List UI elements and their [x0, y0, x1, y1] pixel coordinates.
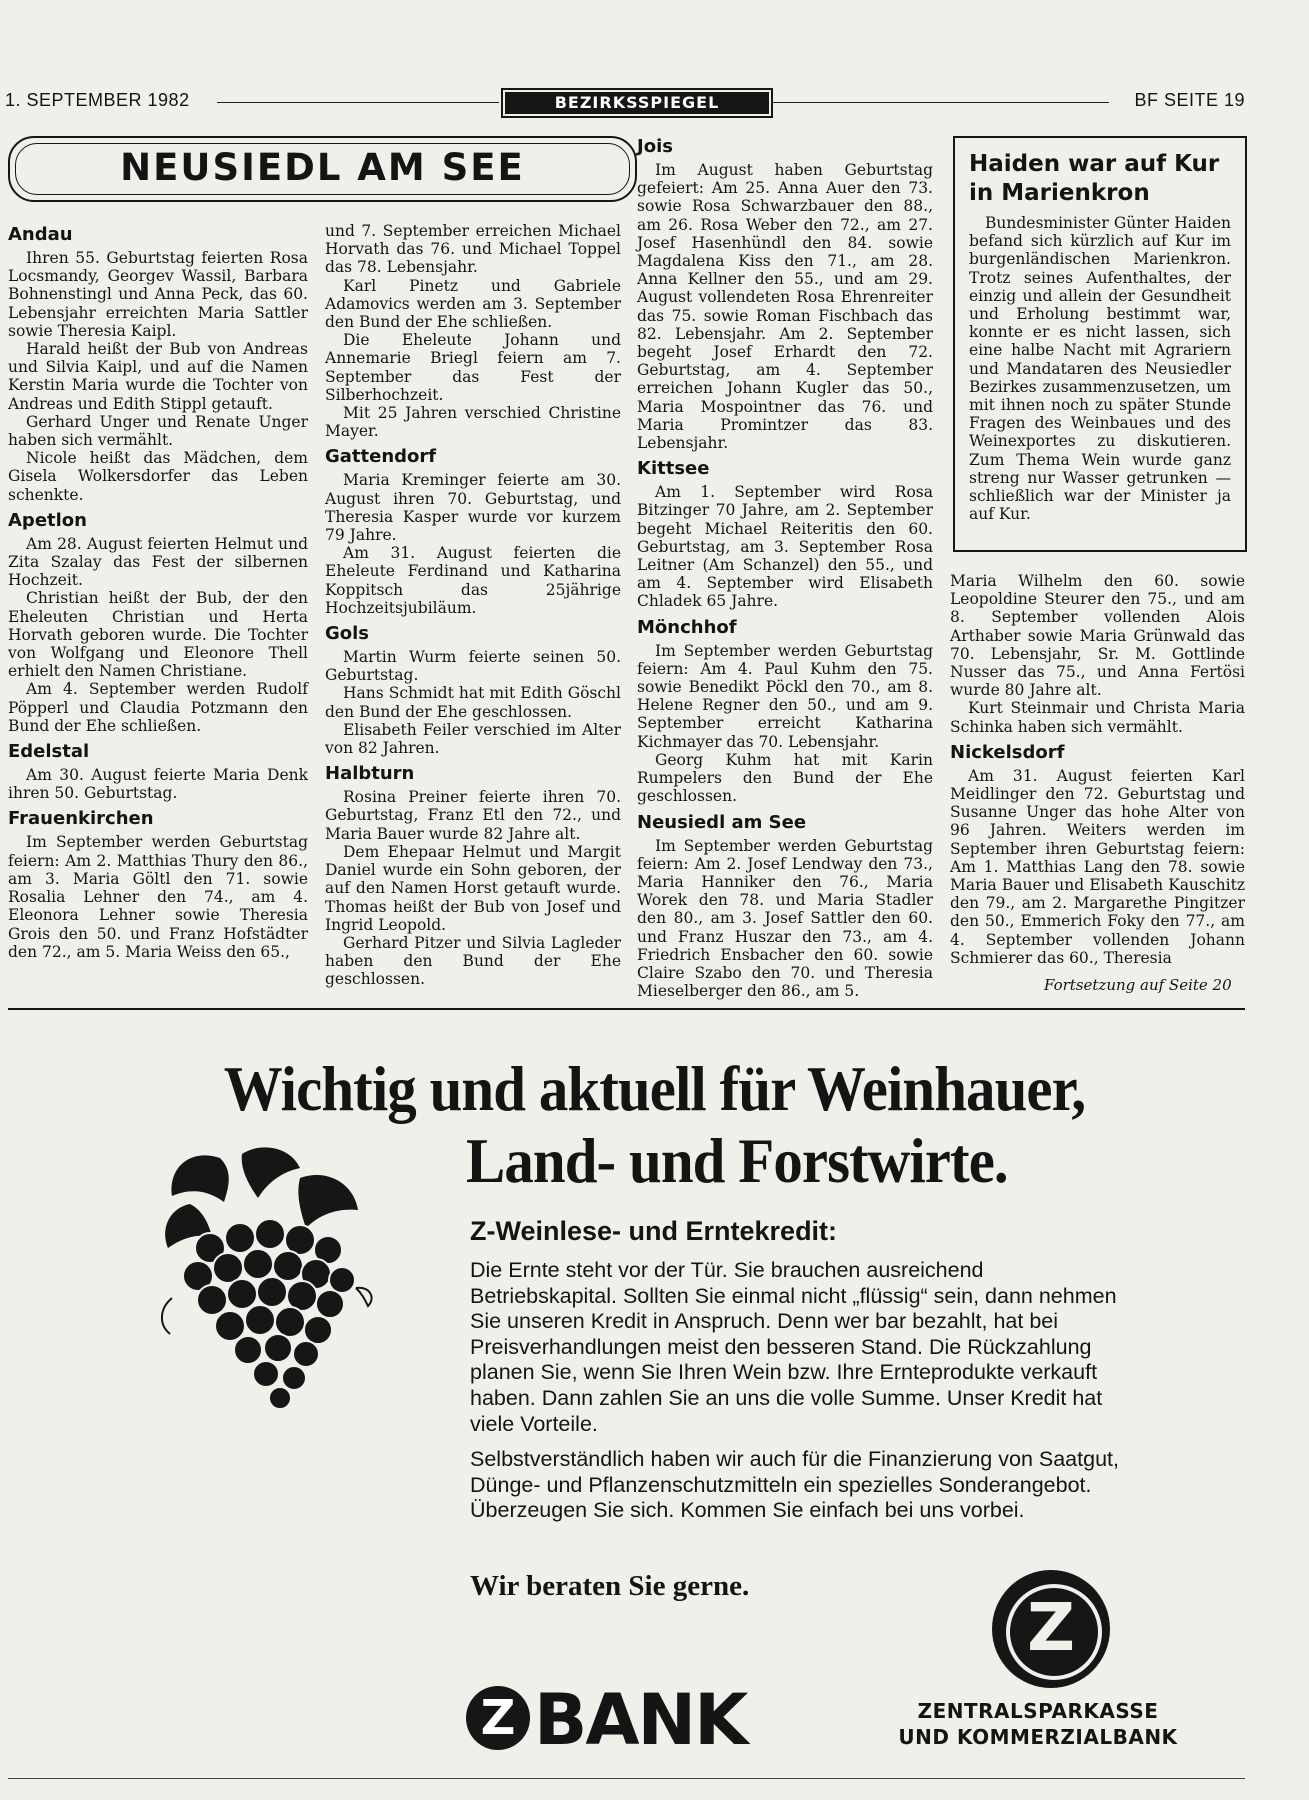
header-rule-left [217, 102, 499, 103]
article-paragraph: Am 1. September wird Rosa Bitzinger 70 Jahre, am 2. September begeht Michael Reiteritis den 60. Geburtstag, am 3. September Rosa Leitner (Am Schanzel) den 55., und am 4. September wird Elisabeth Chladek 65 Jahre. [637, 483, 933, 611]
ad-closing-line: Wir beraten Sie gerne. [470, 1570, 750, 1602]
z-logo-icon [992, 1570, 1110, 1688]
news-box [953, 136, 1247, 552]
ad-separator-rule [8, 1008, 1245, 1010]
town-heading: Halbturn [325, 763, 415, 785]
article-paragraph: Am 30. August feierte Maria Denk ihren 50. Geburtstag. [8, 766, 308, 803]
news-box-text [969, 214, 1231, 523]
town-heading: Kittsee [637, 458, 710, 480]
article-paragraph: Maria Kreminger feierte am 30. August ihren 70. Geburtstag, und Theresia Kasper wurde vor kurzem 79 Jahre. [325, 471, 621, 545]
district-title-box [8, 136, 637, 202]
town-heading: Edelstal [8, 741, 90, 763]
zbank-z-icon: Z [466, 1686, 530, 1750]
zbank-wordmark [462, 1679, 747, 1770]
article-paragraph: Am 31. August feierten Karl Meidlinger den 72. Geburtstag und Susanne Unger das hohe Alter von 96 Jahren. Weiters werden im September ihren Geburtstag feiern: Am 1. Matthias Lang den 78. sowie Maria Bauer und Elisabeth Kauschitz den 79., am 2. Margarethe Pingitzer den 50., Emmerich Foky den 77., am 4. September vollenden Johann Schmierer das 60., Theresia [950, 766, 1245, 967]
ad-headline-line2: Land- und Forstwirte. [466, 1125, 1008, 1196]
article-paragraph: Dem Ehepaar Helmut und Margit Daniel wurde ein Sohn geboren, der auf den Namen Horst getauft wurde. Thomas heißt der Bub von Josef und Ingrid Leopold. [325, 842, 621, 934]
town-heading: Andau [8, 224, 73, 245]
article-paragraph: Christian heißt der Bub, der den Eheleuten Christian und Herta Horvath geboren wurde. Die Tochter von Wolfgang und Eleonore Thell erhielt den Namen Christiane. [8, 589, 308, 681]
column-1 [8, 224, 308, 961]
article-paragraph: Am 4. September werden Rudolf Pöpperl und Claudia Potzmann den Bund der Ehe schließen. [8, 680, 308, 735]
article-paragraph: Hans Schmidt hat mit Edith Göschl den Bund der Ehe geschlossen. [325, 684, 621, 721]
article-paragraph: Georg Kuhm hat mit Karin Rumpelers den Bund der Ehe geschlossen. [637, 750, 933, 806]
bank-name-line2: UND KOMMERZIALBANK [898, 1725, 1178, 1749]
article-paragraph: Maria Wilhelm den 60. sowie Leopoldine Steurer den 75., und am 8. September vollenden Alois Arthaber sowie Maria Grünwald das 70. Lebensjahr, Sr. M. Gottlinde Nusser das 75., und Anna Fertösi wurde 80 Jahre alt. [950, 572, 1245, 700]
article-paragraph: Im September werden Geburtstag feiern: Am 2. Matthias Thury den 86., am 3. Maria Göltl den 71. sowie Rosalia Lehner den 74., am 4. Eleonora Lehner sowie Theresia Grois den 50. und Franz Hofstädter den 72., am 5. Maria Weiss den 65., [8, 833, 308, 961]
z-logo-letter: Z [1027, 1589, 1075, 1666]
town-heading: Gols [325, 623, 370, 645]
article-paragraph: Elisabeth Feiler verschied im Alter von 82 Jahren. [325, 720, 621, 758]
town-heading: Gattendorf [325, 446, 437, 468]
town-heading: Jois [637, 136, 673, 157]
article-paragraph: Am 31. August feierten die Eheleute Ferdinand und Katharina Koppitsch das 25jährige Hochzeitsjubiläum. [325, 544, 621, 617]
ad-paragraph-1: Die Ernte steht vor der Tür. Sie brauchen ausreichend Betriebskapital. Sollten Sie einmal nicht „flüssig“ sein, dann nehmen Sie unseren Kredit in Anspruch. Denn wer bar bezahlt, hat bei Preisverhandlungen meist den besseren Stand. Die Rückzahlung planen Sie, wenn Sie Ihren Wein bzw. Ihre Ernteprodukte verkauft haben. Dann zahlen Sie an uns die volle Summe. Unser Kredit hat viele Vorteile. [470, 1258, 1117, 1436]
grape-cluster-icon [150, 1138, 390, 1428]
town-heading: Nickelsdorf [950, 741, 1065, 763]
article-paragraph: Am 28. August feierten Helmut und Zita Szalay das Fest der silbernen Hochzeit. [8, 534, 308, 590]
ad-body [470, 1258, 1130, 1534]
article-paragraph: Im September werden Geburtstag feiern: Am 4. Paul Kuhm den 75. sowie Benedikt Pöckl den 70., am 8. Helene Regner den 50., und am 9. September erreicht Katharina Kichmayer das 70. Lebensjahr. [637, 641, 933, 751]
zbank-word: BANK [534, 1679, 747, 1761]
article-paragraph: Die Eheleute Johann und Annemarie Briegl feiern am 7. September das Fest der Silberhochzeit. [325, 331, 621, 404]
town-heading: Apetlon [8, 509, 87, 531]
article-paragraph: Harald heißt der Bub von Andreas und Silvia Kaipl, und auf die Namen Kerstin Maria wurde die Tochter von Andreas und Edith Stippl getauft. [8, 340, 308, 413]
article-paragraph: Gerhard Pitzer und Silvia Lagleder haben den Bund der Ehe geschlossen. [325, 933, 621, 989]
town-heading: Mönchhof [637, 616, 737, 638]
continuation-note: Fortsetzung auf Seite 20 [1044, 976, 1232, 994]
news-box-paragraph: Bundesminister Günter Haiden befand sich kürzlich auf Kur im burgenländischen Marienkron. Trotz seines Aufenthaltes, der einzig und allein der Gesundheit und Erholung bestimmt war, konnte er es nicht lassen, sich eine halbe Nacht mit Agrariern und Mandataren des Neusiedler Bezirkes zusammenzusetzen, um mit ihnen noch zu später Stunde Fragen des Weinbaues und des Weinexportes zu diskutieren. Zum Thema Wein wurde ganz streng nur Wasser getrunken — schließlich war der Minister ja auf Kur. [969, 214, 1231, 524]
article-paragraph: Ihren 55. Geburtstag feierten Rosa Locsmandy, Georgev Wassil, Barbara Bohnenstingl und Anna Peck, das 60. Lebensjahr erreichten Maria Sattler sowie Theresia Kaipl. [8, 249, 308, 340]
article-paragraph: Im September werden Geburtstag feiern: Am 2. Josef Lendway den 73., Maria Hanniker den 76., Maria Worek den 78. und Maria Stadler den 80., am 3. Josef Sattler den 60. und Franz Huszar den 73., am 4. Friedrich Ensbacher den 60. sowie Claire Szabo den 70. und Theresia Mieselberger den 86., am 5. [637, 836, 933, 1001]
ad-paragraph-2: Selbstverständlich haben wir auch für die Finanzierung von Saatgut, Dünge- und Pflanzenschutzmitteln ein spezielles Sonderangebot. Überzeugen Sie sich. Kommen Sie einfach bei uns vorbei. [470, 1447, 1119, 1523]
article-paragraph: Im August haben Geburtstag gefeiert: Am 25. Anna Auer den 73. sowie Rosa Schwarzbauer den 88., am 26. Rosa Weber den 72., am 27. Josef Hasenhündl den 84. sowie Magdalena Kiss den 71., am 28. Anna Kellner den 55., und am 29. August vollendeten Rosa Ehrenreiter das 75. sowie Roman Fischbach das 82. Lebensjahr. Am 2. September begeht Josef Erhardt den 72. Geburtstag, am 4. September erreichen Johann Kugler das 50., Maria Mospointner das 76. und Maria Promintzer das 83. Lebensjahr. [637, 161, 933, 453]
article-paragraph: Nicole heißt das Mädchen, dem Gisela Wolkersdorfer das Leben schenkte. [8, 449, 308, 504]
article-paragraph: Gerhard Unger und Renate Unger haben sich vermählt. [8, 412, 308, 450]
article-paragraph: Karl Pinetz und Gabriele Adamovics werden am 3. September den Bund der Ehe schließen. [325, 276, 621, 332]
town-heading: Neusiedl am See [637, 811, 807, 833]
article-paragraph: Mit 25 Jahren verschied Christine Mayer. [325, 404, 621, 441]
page-number: BF SEITE 19 [1134, 90, 1245, 110]
bank-name-line1: ZENTRALSPARKASSE [917, 1699, 1159, 1723]
article-paragraph: Kurt Steinmair und Christa Maria Schinka haben sich vermählt. [950, 699, 1245, 736]
district-title: NEUSIEDL AM SEE [120, 146, 525, 189]
column-4 [950, 572, 1245, 967]
column-2 [325, 222, 621, 989]
column-3 [637, 136, 933, 1000]
issue-date: 1. SEPTEMBER 1982 [5, 90, 190, 110]
section-banner: BEZIRKSSPIEGEL [501, 88, 773, 118]
news-box-title: Haiden war auf Kur in Marienkron [969, 151, 1220, 206]
header-rule-right [771, 102, 1109, 103]
ad-subheadline: Z-Weinlese- und Erntekredit: [470, 1216, 838, 1246]
article-paragraph: Rosina Preiner feierte ihren 70. Geburtstag, Franz Etl den 72., und Maria Bauer wurde 82 Jahre alt. [325, 788, 621, 843]
page-bottom-rule [8, 1778, 1245, 1779]
article-paragraph: Martin Wurm feierte seinen 50. Geburtstag. [325, 648, 621, 685]
page-header [5, 88, 1245, 118]
article-paragraph: und 7. September erreichen Michael Horvath das 76. und Michael Toppel das 78. Lebensjahr. [325, 222, 621, 277]
ad-headline-line1: Wichtig und aktuell für Weinhauer, [223, 1053, 1086, 1124]
town-heading: Frauenkirchen [8, 808, 154, 830]
bank-name [838, 1698, 1238, 1750]
